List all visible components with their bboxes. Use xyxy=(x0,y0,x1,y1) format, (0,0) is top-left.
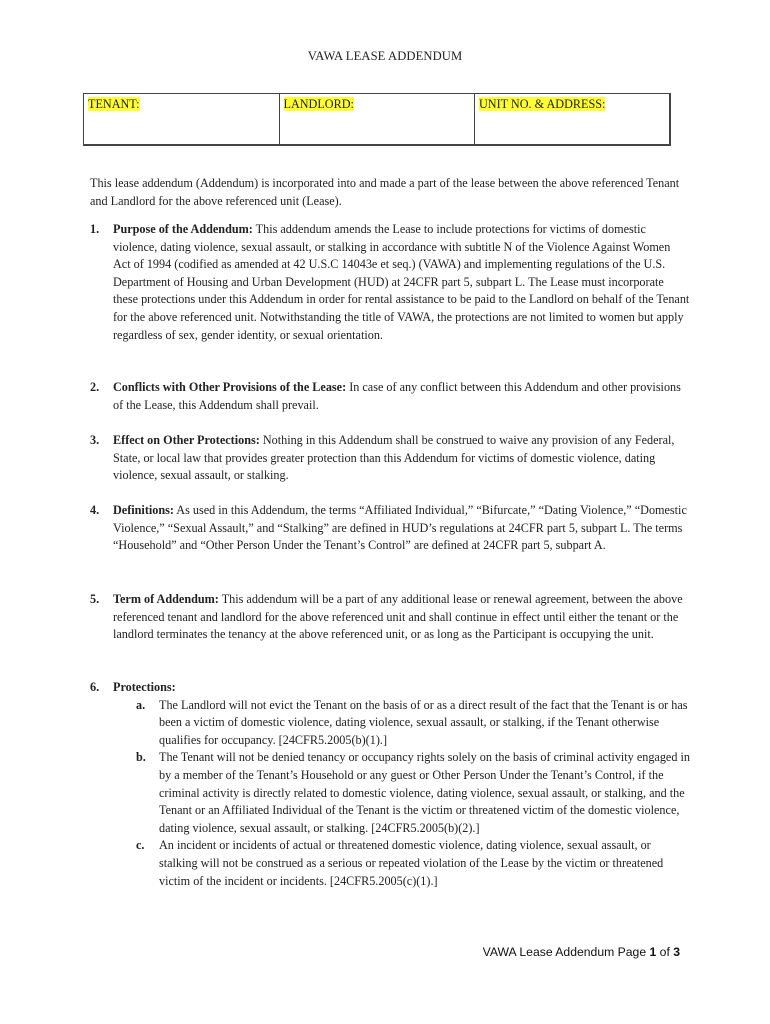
item-text: An incident or incidents of actual or threatened domestic violence, dating violence, sexual assault, or stalking will not be construed as a serious or repeated violation of the Lease by the victim or threatened victim of the incident or incidents. [24CFR5.2005(c)(1).] xyxy=(159,838,664,888)
section-body xyxy=(113,679,690,697)
party-info-table xyxy=(83,93,671,146)
section-number: 2. xyxy=(90,380,100,394)
intro-paragraph: This lease addendum (Addendum) is incorporated into and made a part of the lease between the above referenced Tenant and Landlord for the above referenced unit (Lease). xyxy=(90,176,680,208)
section-text: In case of any conflict between this Addendum and other provisions of the Lease, this Addendum shall prevail. xyxy=(113,380,681,412)
item-letter: a. xyxy=(136,697,146,712)
protection-item-a xyxy=(136,697,690,750)
landlord-label: LANDLORD: xyxy=(283,97,354,111)
landlord-cell[interactable] xyxy=(279,94,475,146)
section-body xyxy=(113,432,690,485)
protection-item-c xyxy=(136,837,690,890)
item-text: The Tenant will not be denied tenancy or occupancy rights solely on the basis of criminal activity engaged in by a member of the Tenant’s Household or any guest or Other Person Under the Tenant’s Control, if the criminal activity is directly related to domestic violence, dating violence, sexual assault, or stalking, and the Tenant or an Affiliated Individual of the Tenant is the victim or threatened victim of the domestic violence, dating violence, sexual assault, or stalking. [24CFR5.2005(b)(2).] xyxy=(159,750,690,835)
section-body xyxy=(113,379,690,414)
tenant-cell[interactable] xyxy=(84,94,280,146)
section-number: 1. xyxy=(90,222,100,236)
protection-item-b xyxy=(136,749,690,837)
tenant-label: TENANT: xyxy=(88,97,140,111)
section-body xyxy=(113,502,690,555)
party-info-row xyxy=(84,94,671,146)
unit-address-cell[interactable] xyxy=(475,94,671,146)
item-text: The Landlord will not evict the Tenant on the basis of or as a direct result of the fact that the Tenant is or has been a victim of domestic violence, dating violence, sexual assault, or stalking, if the Tenant otherwise qualifies for occupancy. [24CFR5.2005(b)(1).] xyxy=(159,697,688,747)
section-text: This addendum amends the Lease to include protections for victims of domestic violence, dating violence, sexual assault, or stalking in accordance with subtitle N of the Violence Against Women Act of 1994 (codified as amended at 42 U.S.C 14043e et seq.) (VAWA) and implementing regulations of the U.S. Department of Housing and Urban Development (HUD) at 24CFR part 5, subpart L. The Lease must incorporate these protections under this Addendum in order for rental assistance to be paid to the Landlord on behalf of the Tenant for the above referenced unit. Notwithstanding the title of VAWA, the protections are not limited to women but apply regardless of sex, gender identity, or sexual orientation. xyxy=(113,222,690,342)
section-definitions xyxy=(90,502,690,555)
unit-address-label: UNIT NO. & ADDRESS: xyxy=(479,97,606,111)
item-letter: b. xyxy=(136,750,146,765)
footer-label: VAWA Lease Addendum Page xyxy=(482,945,650,959)
section-body xyxy=(113,221,690,344)
section-title: Conflicts with Other Provisions of the Lease: xyxy=(113,380,347,394)
footer-of: of xyxy=(656,945,674,959)
section-title: Effect on Other Protections: xyxy=(113,433,260,447)
section-title: Definitions: xyxy=(113,503,174,517)
section-conflicts xyxy=(90,379,690,414)
section-text: Nothing in this Addendum shall be construed to waive any provision of any Federal, State, or local law that provides greater protection than this Addendum for victims of domestic violence, dating violence, sexual assault, or stalking. xyxy=(113,433,675,483)
page-footer xyxy=(483,944,680,962)
section-text: This addendum will be a part of any additional lease or renewal agreement, between the above referenced tenant and landlord for the above referenced unit and shall continue in effect until either the tenant or the landlord terminates the tenancy at the above referenced unit, or as long as the Participant is occupying the unit. xyxy=(113,592,683,642)
section-title: Protections: xyxy=(113,680,176,694)
footer-page-total: 3 xyxy=(673,945,680,959)
section-purpose xyxy=(90,221,690,344)
section-text: As used in this Addendum, the terms “Affiliated Individual,” “Bifurcate,” “Dating Violence,” “Domestic Violence,” “Sexual Assault,” and “Stalking” are defined in HUD’s regulations at 24CFR part 5, subpart L. The terms “Household” and “Other Person Under the Tenant’s Control” are defined at 24CFR part 5, subpart A. xyxy=(113,503,687,553)
section-body xyxy=(113,591,690,644)
section-protections xyxy=(90,679,690,890)
section-term xyxy=(90,591,690,644)
section-number: 3. xyxy=(90,433,100,447)
section-title: Purpose of the Addendum: xyxy=(113,222,253,236)
section-title: Term of Addendum: xyxy=(113,592,219,606)
item-letter: c. xyxy=(136,838,145,853)
section-number: 6. xyxy=(90,680,100,694)
page-title: VAWA LEASE ADDENDUM xyxy=(307,49,463,63)
section-number: 5. xyxy=(90,592,100,606)
section-number: 4. xyxy=(90,503,100,517)
footer-page-number: 1 xyxy=(649,945,657,959)
section-other-protections xyxy=(90,432,690,485)
